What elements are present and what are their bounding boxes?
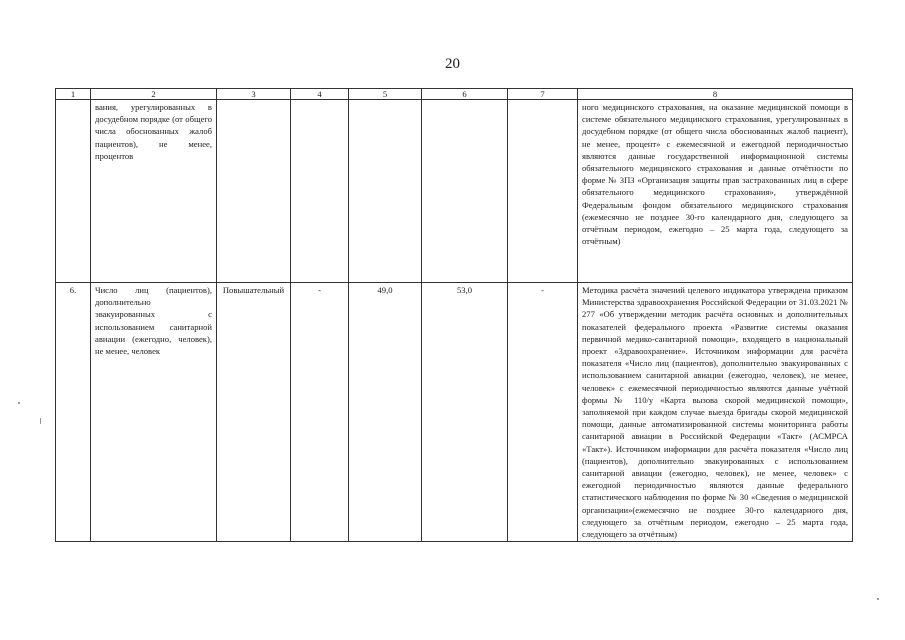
scan-speck — [18, 402, 20, 404]
indicator-table — [55, 88, 853, 542]
indicator-type: Повышательный — [217, 283, 291, 542]
header-cell: 2 — [91, 89, 217, 100]
scan-speck — [40, 418, 41, 424]
value-col6: 53,0 — [422, 283, 508, 542]
row-number: 6. — [56, 283, 91, 542]
page-number: 20 — [445, 56, 460, 72]
header-cell: 4 — [291, 89, 349, 100]
header-cell: 6 — [422, 89, 508, 100]
header-cell: 3 — [217, 89, 291, 100]
value-col5: 49,0 — [349, 283, 422, 542]
methodology-text: Методика расчёта значений целевого индикатора утверждена приказом Министерства здравоохранения Российской Федерации от 31.03.2021 № 277 «Об утверждении методик расчёта основных и дополнительных показателей федерального проекта «Развитие системы оказания первичной медико-санитарной помощи», входящего в национальный проект «Здравоохранение». Источником информации для расчёта показателя «Число лиц (пациентов), дополнительно эвакуированных с использованием санитарной авиации (ежегодно, человек), не менее, человек» с ежемесячной периодичностью являются данные учётной формы № 110/у «Карта вызова скорой медицинской помощи», заполняемой при каждом случае выезда бригады скорой медицинской помощи, данные автоматизированной системы мониторинга работы санитарной авиации в Российской Федерации «Такт» (АСМРСА «Такт»). Источником информации для расчёта показателя «Число лиц (пациентов), дополнительно эвакуированных с использованием санитарной авиации (ежегодно, человек), не менее, человек» с ежегодной периодичностью являются данные федерального статистического наблюдения по форме № 30 «Сведения о медицинской организации»(ежемесячно не позднее 30-го календарного дня, следующего за отчётным периодом, ежегодно – 25 марта года, следующего за отчётным) — [578, 283, 853, 542]
value-col4: - — [291, 283, 349, 542]
methodology-text: ного медицинского страхования, на оказание медицинской помощи в системе обязательного медицинского страхования, урегулированных в досудебном порядке (от общего числа обоснованных жалоб пациент), не менее, процент» с ежемесячной и ежегодной периодичностью являются данные государственной информационной системы обязательного медицинского страхования и данные отчётности по форме № ЗПЗ «Организация защиты прав застрахованных лиц в сфере обязательного медицинского страхования», утверждённой Федеральным фондом обязательного медицинского страхования (ежемесячно не позднее 30-го календарного дня, следующего за отчётным периодом, ежегодно – 25 марта года, следующего за отчётным) — [578, 100, 853, 283]
header-cell: 5 — [349, 89, 422, 100]
header-cell: 1 — [56, 89, 91, 100]
indicator-type — [217, 100, 291, 283]
value-col5 — [349, 100, 422, 283]
value-col7 — [508, 100, 578, 283]
value-col4 — [291, 100, 349, 283]
indicator-name: Число лиц (пациентов), дополнительно эвакуированных с использованием санитарной авиации (ежегодно, человек), не менее, человек — [91, 283, 217, 542]
value-col6 — [422, 100, 508, 283]
indicator-name: вания, урегулированных в досудебном порядке (от общего числа обоснованных жалоб пациентов), не менее, процентов — [91, 100, 217, 283]
header-cell: 7 — [508, 89, 578, 100]
row-number — [56, 100, 91, 283]
table-row — [56, 283, 853, 542]
scan-speck — [877, 598, 879, 600]
header-cell: 8 — [578, 89, 853, 100]
value-col7: - — [508, 283, 578, 542]
table-row — [56, 100, 853, 283]
header-row — [56, 89, 853, 100]
